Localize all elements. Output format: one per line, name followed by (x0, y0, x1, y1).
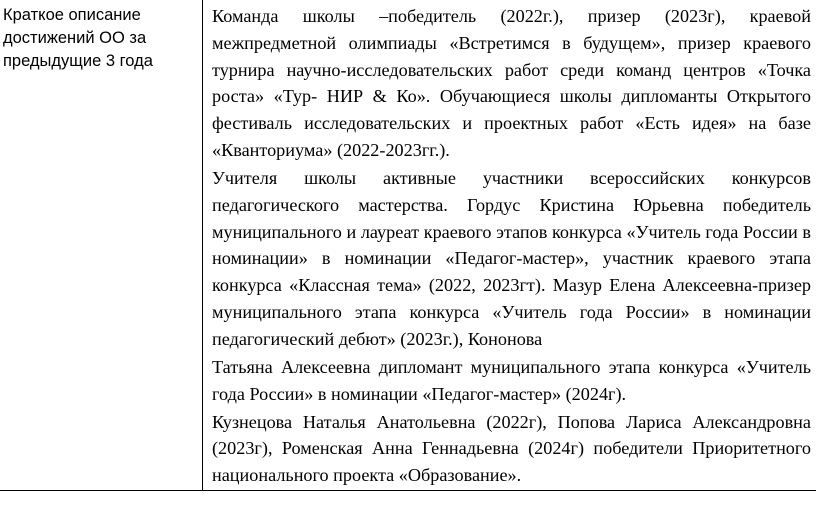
paragraph-kononova: Татьяна Алексеевна дипломант муниципального этапа конкурса «Учитель года России» в номинации «Педагог-мастер» (2024г). (212, 356, 811, 404)
achievements-text (203, 0, 816, 489)
paragraph-students: Команда школы –победитель (2022г.), призер (2023г), краевой межпредметной олимпиады «Встретимся в будущем», призер краевого турнира научно-исследовательских работ среди команд центров «Точка роста» «Тур- НИР & Ко». Обучающиеся школы дипломанты Открытого фестиваль исследовательских и проектных работ «Есть идея» на базе «Кванториума» (2022-2023гг.). (212, 6, 811, 160)
paragraph-winners: Кузнецова Наталья Анатольевна (2022г), Попова Лариса Александровна (2023г), Роменская Анна Геннадьевна (2024г) победители Приоритетного национального проекта «Образование». (212, 411, 811, 486)
paragraph-teachers: Учителя школы активные участники всероссийских конкурсов педагогического мастерства. Гордус Кристина Юрьевна победитель муниципального и лауреат краевого этапов конкурса «Учитель года России в номинации» в номинации «Педагог-мастер», участник краевого этапа конкурса «Классная тема» (2022, 2023гт). Мазур Елена Алексеевна-призер муниципального этапа конкурса «Учитель года России» в номинации педагогический дебют» (2023г.), Кононова (212, 167, 811, 349)
label-cell (0, 0, 203, 491)
content-cell (203, 0, 816, 491)
row-label: Краткое описание достижений ОО за предыдущие 3 года (3, 6, 153, 70)
